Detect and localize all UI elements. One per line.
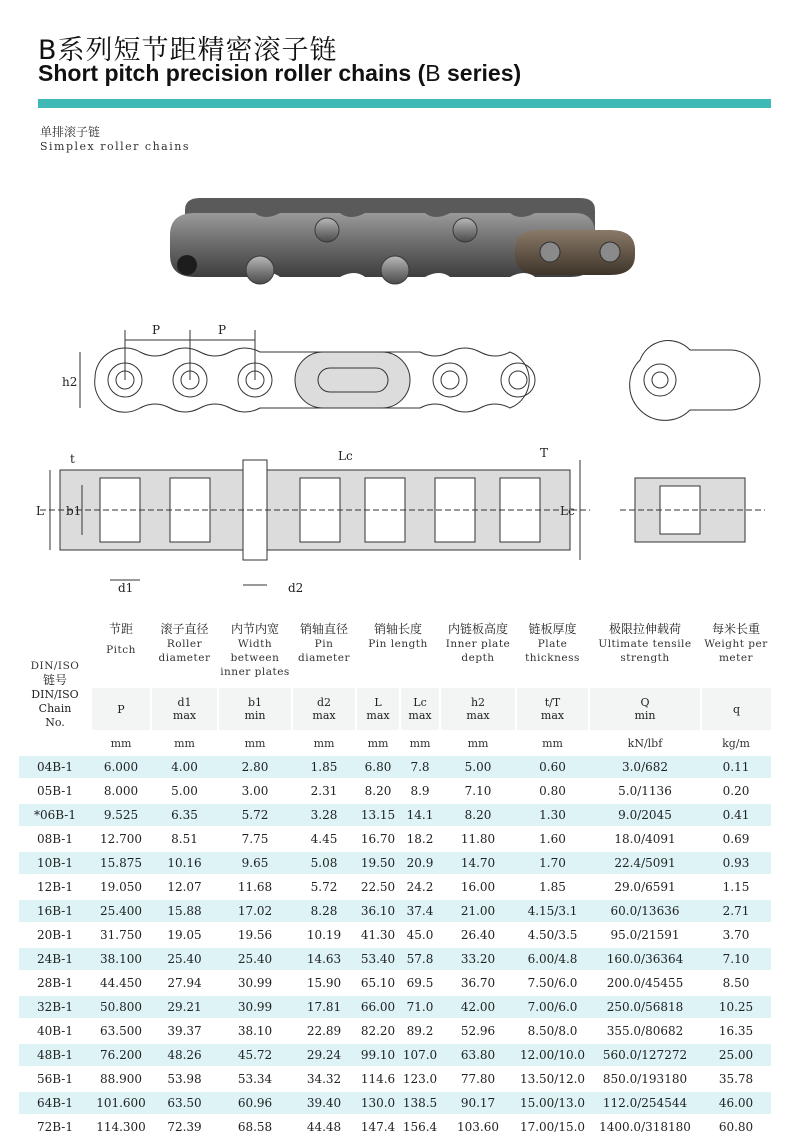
chain-no-cell: 48B-1: [19, 1043, 91, 1067]
table-cell: 8.51: [151, 827, 218, 851]
table-cell: 29.24: [292, 1043, 356, 1067]
table-cell: 82.20: [356, 1019, 400, 1043]
table-cell: 60.96: [218, 1091, 292, 1115]
table-cell: 19.050: [91, 875, 151, 899]
page-title-en: [38, 60, 521, 87]
sym-d2: d2 max: [292, 688, 356, 730]
sym-t: t/T max: [516, 688, 589, 730]
table-row: [19, 899, 771, 923]
header-inner-plate-depth: 内链板高度 Inner plate depth: [445, 622, 511, 664]
table-cell: 16.70: [356, 827, 400, 851]
table-row: [19, 1091, 771, 1115]
table-cell: 18.0/4091: [589, 827, 701, 851]
title-en-main: Short pitch precision roller chains (: [38, 60, 426, 86]
table-cell: 3.00: [218, 779, 292, 803]
table-cell: 5.0/1136: [589, 779, 701, 803]
table-cell: 5.08: [292, 851, 356, 875]
table-cell: 5.72: [292, 875, 356, 899]
table-cell: 7.8: [400, 756, 440, 779]
table-cell: 0.93: [701, 851, 771, 875]
table-cell: 25.40: [151, 947, 218, 971]
table-cell: 45.0: [400, 923, 440, 947]
table-cell: 560.0/127272: [589, 1043, 701, 1067]
table-cell: 39.40: [292, 1091, 356, 1115]
table-cell: 34.32: [292, 1067, 356, 1091]
table-cell: 50.800: [91, 995, 151, 1019]
table-cell: 8.000: [91, 779, 151, 803]
table-cell: 29.21: [151, 995, 218, 1019]
subtitle-cn: 单排滚子链: [40, 125, 101, 139]
dim-label-lc-top: Lc: [338, 449, 353, 463]
table-row: [19, 851, 771, 875]
table-cell: 60.0/13636: [589, 899, 701, 923]
table-cell: 52.96: [440, 1019, 516, 1043]
table-row: [19, 875, 771, 899]
table-cell: 19.56: [218, 923, 292, 947]
table-cell: 30.99: [218, 971, 292, 995]
table-cell: 18.2: [400, 827, 440, 851]
table-cell: 15.88: [151, 899, 218, 923]
table-cell: 1.70: [516, 851, 589, 875]
chain-no-cell: 20B-1: [19, 923, 91, 947]
table-cell: 63.500: [91, 1019, 151, 1043]
chain-no-cell: 12B-1: [19, 875, 91, 899]
table-cell: 17.02: [218, 899, 292, 923]
table-cell: 22.89: [292, 1019, 356, 1043]
table-cell: 63.80: [440, 1043, 516, 1067]
table-cell: 2.71: [701, 899, 771, 923]
table-cell: 1.30: [516, 803, 589, 827]
table-cell: 8.9: [400, 779, 440, 803]
header-pitch: 节距 Pitch: [106, 622, 136, 656]
header-roller-diameter: 滚子直径 Roller diameter: [158, 622, 211, 664]
table-cell: 7.10: [440, 779, 516, 803]
chain-photo: [165, 190, 645, 305]
table-cell: 1.15: [701, 875, 771, 899]
sym-l: L max: [356, 688, 400, 730]
table-row: [19, 1067, 771, 1091]
table-cell: 9.0/2045: [589, 803, 701, 827]
table-cell: 90.17: [440, 1091, 516, 1115]
chain-no-cell: 24B-1: [19, 947, 91, 971]
table-cell: 48.26: [151, 1043, 218, 1067]
table-cell: 36.10: [356, 899, 400, 923]
table-cell: 53.34: [218, 1067, 292, 1091]
table-cell: 60.80: [701, 1115, 771, 1139]
table-body: [19, 756, 771, 1139]
table-cell: 46.00: [701, 1091, 771, 1115]
table-cell: 25.00: [701, 1043, 771, 1067]
dim-label-L: L: [36, 504, 44, 518]
spec-table: [18, 622, 771, 1140]
table-cell: 41.30: [356, 923, 400, 947]
table-cell: 44.450: [91, 971, 151, 995]
table-cell: 88.900: [91, 1067, 151, 1091]
table-cell: 69.5: [400, 971, 440, 995]
table-cell: 5.72: [218, 803, 292, 827]
table-cell: 3.0/682: [589, 756, 701, 779]
table-cell: 6.35: [151, 803, 218, 827]
header-inner-width: 内节内宽 Width between inner plates: [220, 622, 290, 678]
chain-no-cell: 72B-1: [19, 1115, 91, 1139]
table-cell: 22.50: [356, 875, 400, 899]
table-cell: 71.0: [400, 995, 440, 1019]
chain-no-cell: 05B-1: [19, 779, 91, 803]
chain-no-header: [19, 622, 91, 688]
header-pin-length: 销轴长度 Pin length: [368, 622, 428, 650]
table-cell: 20.9: [400, 851, 440, 875]
table-cell: 38.100: [91, 947, 151, 971]
table-cell: 9.65: [218, 851, 292, 875]
table-cell: 130.0: [356, 1091, 400, 1115]
table-cell: 3.28: [292, 803, 356, 827]
chain-no-cell: 64B-1: [19, 1091, 91, 1115]
table-cell: 17.81: [292, 995, 356, 1019]
header-row: [19, 622, 771, 688]
title-en-b: B: [425, 60, 441, 86]
table-cell: 89.2: [400, 1019, 440, 1043]
table-cell: 5.00: [440, 756, 516, 779]
table-cell: 42.00: [440, 995, 516, 1019]
table-cell: 5.00: [151, 779, 218, 803]
table-cell: 7.50/6.0: [516, 971, 589, 995]
table-cell: 0.11: [701, 756, 771, 779]
table-cell: 9.525: [91, 803, 151, 827]
table-cell: 2.80: [218, 756, 292, 779]
table-row: [19, 1043, 771, 1067]
table-cell: 0.20: [701, 779, 771, 803]
table-cell: 10.16: [151, 851, 218, 875]
sym-lc: Lc max: [400, 688, 440, 730]
table-cell: 12.00/10.0: [516, 1043, 589, 1067]
header-weight: 每米长重 Weight per meter: [704, 622, 768, 664]
table-cell: 72.39: [151, 1115, 218, 1139]
sym-q-strength: Q min: [589, 688, 701, 730]
table-cell: 15.875: [91, 851, 151, 875]
table-cell: 147.4: [356, 1115, 400, 1139]
sym-p: P: [91, 688, 151, 730]
chain-technical-drawing: [0, 310, 790, 610]
table-cell: 355.0/80682: [589, 1019, 701, 1043]
table-cell: 107.0: [400, 1043, 440, 1067]
table-cell: 6.80: [356, 756, 400, 779]
table-cell: 11.80: [440, 827, 516, 851]
table-cell: 138.5: [400, 1091, 440, 1115]
table-cell: 30.99: [218, 995, 292, 1019]
dim-label-b1: b1: [66, 504, 82, 518]
table-cell: 24.2: [400, 875, 440, 899]
table-cell: 6.000: [91, 756, 151, 779]
table-cell: 19.05: [151, 923, 218, 947]
table-cell: 53.98: [151, 1067, 218, 1091]
table-cell: 103.60: [440, 1115, 516, 1139]
page-title-cn: B系列短节距精密滚子链: [38, 35, 338, 66]
table-cell: 200.0/45455: [589, 971, 701, 995]
table-cell: 0.60: [516, 756, 589, 779]
table-row: [19, 971, 771, 995]
table-cell: 66.00: [356, 995, 400, 1019]
table-row: [19, 995, 771, 1019]
table-cell: 76.200: [91, 1043, 151, 1067]
table-cell: 16.35: [701, 1019, 771, 1043]
table-cell: 4.00: [151, 756, 218, 779]
table-cell: 26.40: [440, 923, 516, 947]
table-cell: 7.10: [701, 947, 771, 971]
dim-label-t: t: [70, 452, 75, 466]
table-cell: 77.80: [440, 1067, 516, 1091]
chain-no-cell: 08B-1: [19, 827, 91, 851]
table-row: [19, 1019, 771, 1043]
table-cell: 0.69: [701, 827, 771, 851]
dim-label-d1: d1: [118, 581, 134, 595]
table-cell: 850.0/193180: [589, 1067, 701, 1091]
table-cell: 22.4/5091: [589, 851, 701, 875]
table-cell: 57.8: [400, 947, 440, 971]
table-cell: 0.80: [516, 779, 589, 803]
chain-no-cell: 32B-1: [19, 995, 91, 1019]
table-cell: 8.20: [440, 803, 516, 827]
table-cell: 17.00/15.0: [516, 1115, 589, 1139]
table-cell: 27.94: [151, 971, 218, 995]
sym-q-weight: q: [701, 688, 771, 730]
table-cell: 15.00/13.0: [516, 1091, 589, 1115]
table-cell: 250.0/56818: [589, 995, 701, 1019]
table-cell: 36.70: [440, 971, 516, 995]
table-cell: 25.400: [91, 899, 151, 923]
table-row: [19, 1115, 771, 1139]
table-cell: 14.70: [440, 851, 516, 875]
table-cell: 8.50: [701, 971, 771, 995]
header-rule: [38, 99, 771, 108]
chain-no-cell: 56B-1: [19, 1067, 91, 1091]
table-cell: 99.10: [356, 1043, 400, 1067]
table-cell: 63.50: [151, 1091, 218, 1115]
table-cell: 4.50/3.5: [516, 923, 589, 947]
table-cell: 45.72: [218, 1043, 292, 1067]
table-cell: 14.63: [292, 947, 356, 971]
table-cell: 25.40: [218, 947, 292, 971]
sym-d1: d1 max: [151, 688, 218, 730]
table-cell: 19.50: [356, 851, 400, 875]
table-cell: 114.300: [91, 1115, 151, 1139]
chain-no-cell: 04B-1: [19, 756, 91, 779]
table-cell: 15.90: [292, 971, 356, 995]
table-cell: 8.20: [356, 779, 400, 803]
table-cell: 156.4: [400, 1115, 440, 1139]
table-cell: 33.20: [440, 947, 516, 971]
table-cell: 6.00/4.8: [516, 947, 589, 971]
table-cell: 44.48: [292, 1115, 356, 1139]
chain-no-top-en: DIN/ISO: [30, 660, 80, 672]
table-cell: 35.78: [701, 1067, 771, 1091]
dim-label-lc-side: Lc: [560, 504, 575, 518]
table-row: [19, 923, 771, 947]
table-row: [19, 827, 771, 851]
table-cell: 8.28: [292, 899, 356, 923]
table-cell: 12.700: [91, 827, 151, 851]
table-cell: 1.60: [516, 827, 589, 851]
dim-label-d2: d2: [288, 581, 304, 595]
table-cell: 11.68: [218, 875, 292, 899]
table-cell: 160.0/36364: [589, 947, 701, 971]
chain-no-cell: 28B-1: [19, 971, 91, 995]
table-cell: 13.15: [356, 803, 400, 827]
table-cell: 12.07: [151, 875, 218, 899]
table-cell: 3.70: [701, 923, 771, 947]
dim-label-p2: P: [218, 323, 227, 337]
table-cell: 112.0/254544: [589, 1091, 701, 1115]
chain-no-cell: 40B-1: [19, 1019, 91, 1043]
table-cell: 101.600: [91, 1091, 151, 1115]
table-cell: 29.0/6591: [589, 875, 701, 899]
sym-b1: b1 min: [218, 688, 292, 730]
table-cell: 123.0: [400, 1067, 440, 1091]
table-cell: 13.50/12.0: [516, 1067, 589, 1091]
header-plate-thickness: 链板厚度 Plate thickness: [525, 622, 580, 664]
sym-h2: h2 max: [440, 688, 516, 730]
table-cell: 2.31: [292, 779, 356, 803]
dim-label-p1: P: [152, 323, 161, 337]
table-cell: 39.37: [151, 1019, 218, 1043]
dim-label-h2: h2: [62, 375, 78, 389]
table-cell: 31.750: [91, 923, 151, 947]
chain-no-cell: 16B-1: [19, 899, 91, 923]
table-cell: 4.15/3.1: [516, 899, 589, 923]
table-cell: 38.10: [218, 1019, 292, 1043]
table-cell: 1.85: [516, 875, 589, 899]
table-cell: 1400.0/318180: [589, 1115, 701, 1139]
table-cell: 0.41: [701, 803, 771, 827]
table-cell: 1.85: [292, 756, 356, 779]
table-row: [19, 779, 771, 803]
table-cell: 16.00: [440, 875, 516, 899]
table-cell: 53.40: [356, 947, 400, 971]
table-cell: 7.00/6.0: [516, 995, 589, 1019]
table-cell: 10.25: [701, 995, 771, 1019]
chain-no-label: DIN/ISO Chain No.: [19, 688, 91, 730]
table-cell: 37.4: [400, 899, 440, 923]
table-row: [19, 803, 771, 827]
table-cell: 7.75: [218, 827, 292, 851]
table-row: [19, 947, 771, 971]
dim-label-T: T: [540, 446, 549, 460]
table-cell: 8.50/8.0: [516, 1019, 589, 1043]
table-cell: 95.0/21591: [589, 923, 701, 947]
header-pin-diameter: 销轴直径 Pin diameter: [298, 622, 350, 664]
table-cell: 21.00: [440, 899, 516, 923]
chain-no-cell: *06B-1: [19, 803, 91, 827]
table-cell: 65.10: [356, 971, 400, 995]
symbol-row: [19, 688, 771, 730]
table-cell: 114.6: [356, 1067, 400, 1091]
table-cell: 14.1: [400, 803, 440, 827]
table-cell: 4.45: [292, 827, 356, 851]
table-row: [19, 756, 771, 779]
chain-no-top-cn: 链号: [42, 673, 67, 687]
table-cell: 68.58: [218, 1115, 292, 1139]
table-cell: 10.19: [292, 923, 356, 947]
title-en-series: series): [446, 60, 522, 86]
chain-no-cell: 10B-1: [19, 851, 91, 875]
header-tensile-strength: 极限拉伸载荷 Ultimate tensile strength: [598, 622, 692, 664]
subtitle-en: Simplex roller chains: [40, 140, 190, 153]
unit-row: mm mm mm mm mm mm mm mm kN/lbf kg/m: [110, 736, 750, 750]
